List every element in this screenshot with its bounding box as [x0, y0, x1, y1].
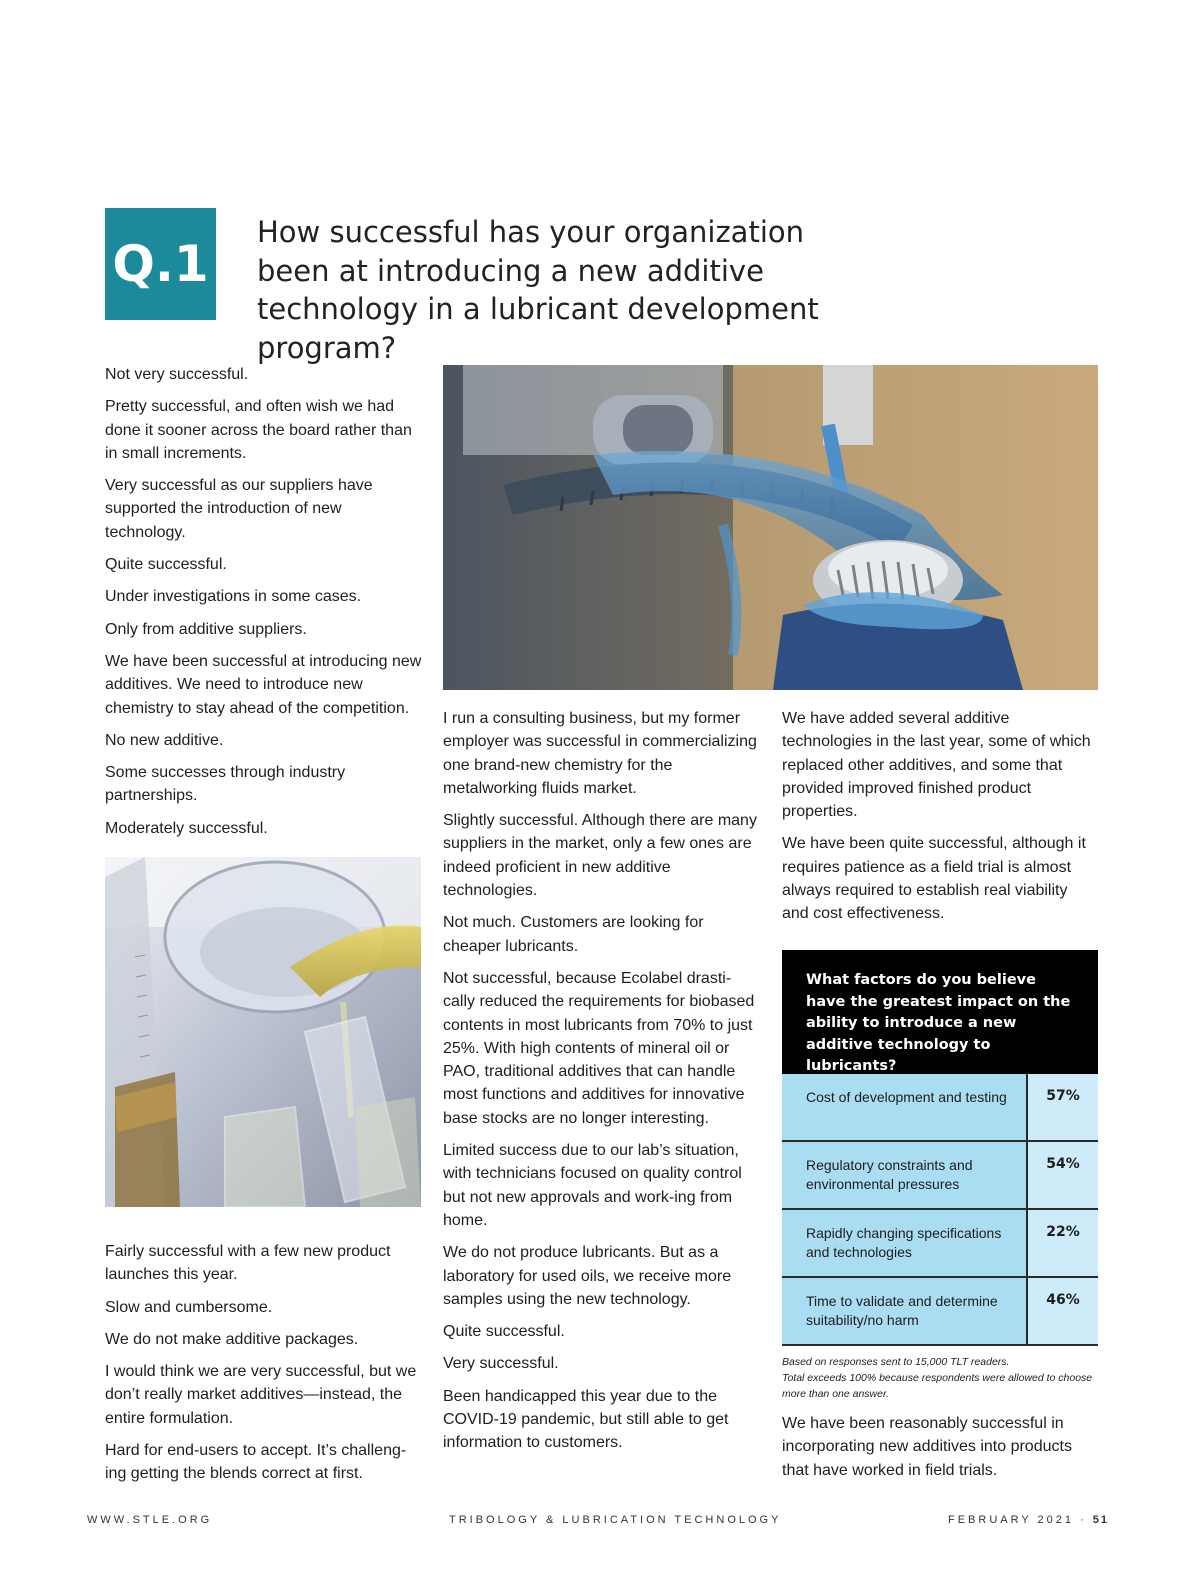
footer-issue	[948, 1514, 1109, 1526]
response-item: Fairly successful with a few new product launches this year.	[105, 1243, 391, 1284]
response-item: Pretty successful, and often wish we had done it sooner across the board rather than in small increments.	[105, 398, 412, 462]
response-item: Only from additive suppliers.	[105, 620, 307, 638]
response-item: We do not produce lubricants. But as a laboratory for used oils, we receive more samples using the new technology.	[443, 1244, 732, 1308]
response-item: Hard for end-users to accept. It’s challeng-ing getting the blends correct at first.	[105, 1442, 407, 1483]
responses-middle-column	[443, 707, 763, 1464]
question-number-badge: Q.1	[105, 208, 216, 320]
survey-row-percent: 54%	[1028, 1142, 1098, 1208]
response-item: Quite successful.	[105, 556, 227, 574]
response-item: We have been successful at introducing new additives. We need to introduce new chemistry to stay ahead of the competition.	[105, 652, 422, 717]
footer-issue-date: FEBRUARY 2021	[948, 1514, 1075, 1526]
response-item: Limited success due to our lab’s situation, with technicians focused on quality control but not new approvals and work-ing from home.	[443, 1142, 742, 1229]
survey-row	[782, 1142, 1098, 1210]
response-item: Moderately successful.	[105, 819, 268, 837]
survey-question: What factors do you believe have the greatest impact on the ability to introduce a new additive technology to lubricants?	[782, 950, 1098, 1074]
lab-glassware-photo	[105, 857, 421, 1207]
response-item: Not much. Customers are looking for cheaper lubricants.	[443, 914, 704, 955]
responses-right-column	[782, 707, 1098, 935]
responses-right-bottom-column	[782, 1412, 1098, 1491]
response-item: Slow and cumbersome.	[105, 1298, 273, 1316]
response-item: I would think we are very successful, but we don’t really market additives—instead, the entire formulation.	[105, 1363, 417, 1427]
response-item: Been handicapped this year due to the COVID-19 pandemic, but still able to get information to customers.	[443, 1387, 729, 1452]
survey-row-label: Regulatory constraints and environmental pressures	[782, 1142, 1028, 1208]
response-item: We do not make additive packages.	[105, 1330, 359, 1348]
response-item: Not successful, because Ecolabel drasti-cally reduced the requirements for biobased contents in most lubricants from 70% to just 25%. With high contents of mineral oil or PAO, traditional additives that can handle most functions and additives for innovative base stocks are no longer interesting.	[443, 969, 755, 1127]
survey-row	[782, 1074, 1098, 1142]
response-item: Not very successful.	[105, 366, 249, 383]
page-number: 51	[1092, 1514, 1109, 1526]
footer-magazine-title: TRIBOLOGY & LUBRICATION TECHNOLOGY	[449, 1514, 782, 1526]
response-item: No new additive.	[105, 731, 224, 749]
question-title: How successful has your organization been at introducing a new additive technology in a lubricant development program?	[257, 215, 819, 365]
response-item: Very successful.	[443, 1355, 559, 1373]
response-item: We have been reasonably successful in incorporating new additives into products that have worked in field trials.	[782, 1415, 1072, 1479]
survey-row	[782, 1278, 1098, 1346]
response-item: Quite successful.	[443, 1323, 565, 1341]
survey-row-percent: 22%	[1028, 1210, 1098, 1276]
survey-factors-table	[782, 950, 1098, 1402]
response-item: I run a consulting business, but my former employer was successful in commercializing one brand-new chemistry for the metalworking fluids market.	[443, 710, 757, 797]
survey-row-percent: 46%	[1028, 1278, 1098, 1344]
response-item: We have added several additive technologies in the last year, some of which replaced other additives, and some that provided improved finished product properties.	[782, 710, 1091, 821]
survey-row-percent: 57%	[1028, 1074, 1098, 1140]
footer-website: WWW.STLE.ORG	[87, 1514, 213, 1526]
survey-row-label: Cost of development and testing	[782, 1074, 1028, 1140]
survey-row-label: Time to validate and determine suitability/no harm	[782, 1278, 1028, 1344]
gears-lubricant-photo	[443, 365, 1098, 690]
survey-row	[782, 1210, 1098, 1278]
survey-footnote-line: Based on responses sent to 15,000 TLT readers.	[782, 1356, 1010, 1368]
response-item: Very successful as our suppliers have supported the introduction of new technology.	[105, 477, 373, 541]
responses-left-column	[105, 363, 423, 849]
response-item: Slightly successful. Although there are many suppliers in the market, only a few ones are indeed proficient in new additive technologies.	[443, 812, 757, 900]
response-item: Some successes through industry partnerships.	[105, 764, 346, 805]
response-item: Under investigations in some cases.	[105, 588, 362, 606]
survey-footnote	[782, 1354, 1098, 1402]
footer-separator: ·	[1080, 1514, 1087, 1526]
responses-left-bottom-column	[105, 1240, 423, 1495]
response-item: We have been quite successful, although it requires patience as a field trial is almost always required to establish real viability and cost effectiveness.	[782, 835, 1086, 923]
survey-row-label: Rapidly changing specifications and technologies	[782, 1210, 1028, 1276]
survey-footnote-line: Total exceeds 100% because respondents were allowed to choose more than one answer.	[782, 1372, 1093, 1400]
